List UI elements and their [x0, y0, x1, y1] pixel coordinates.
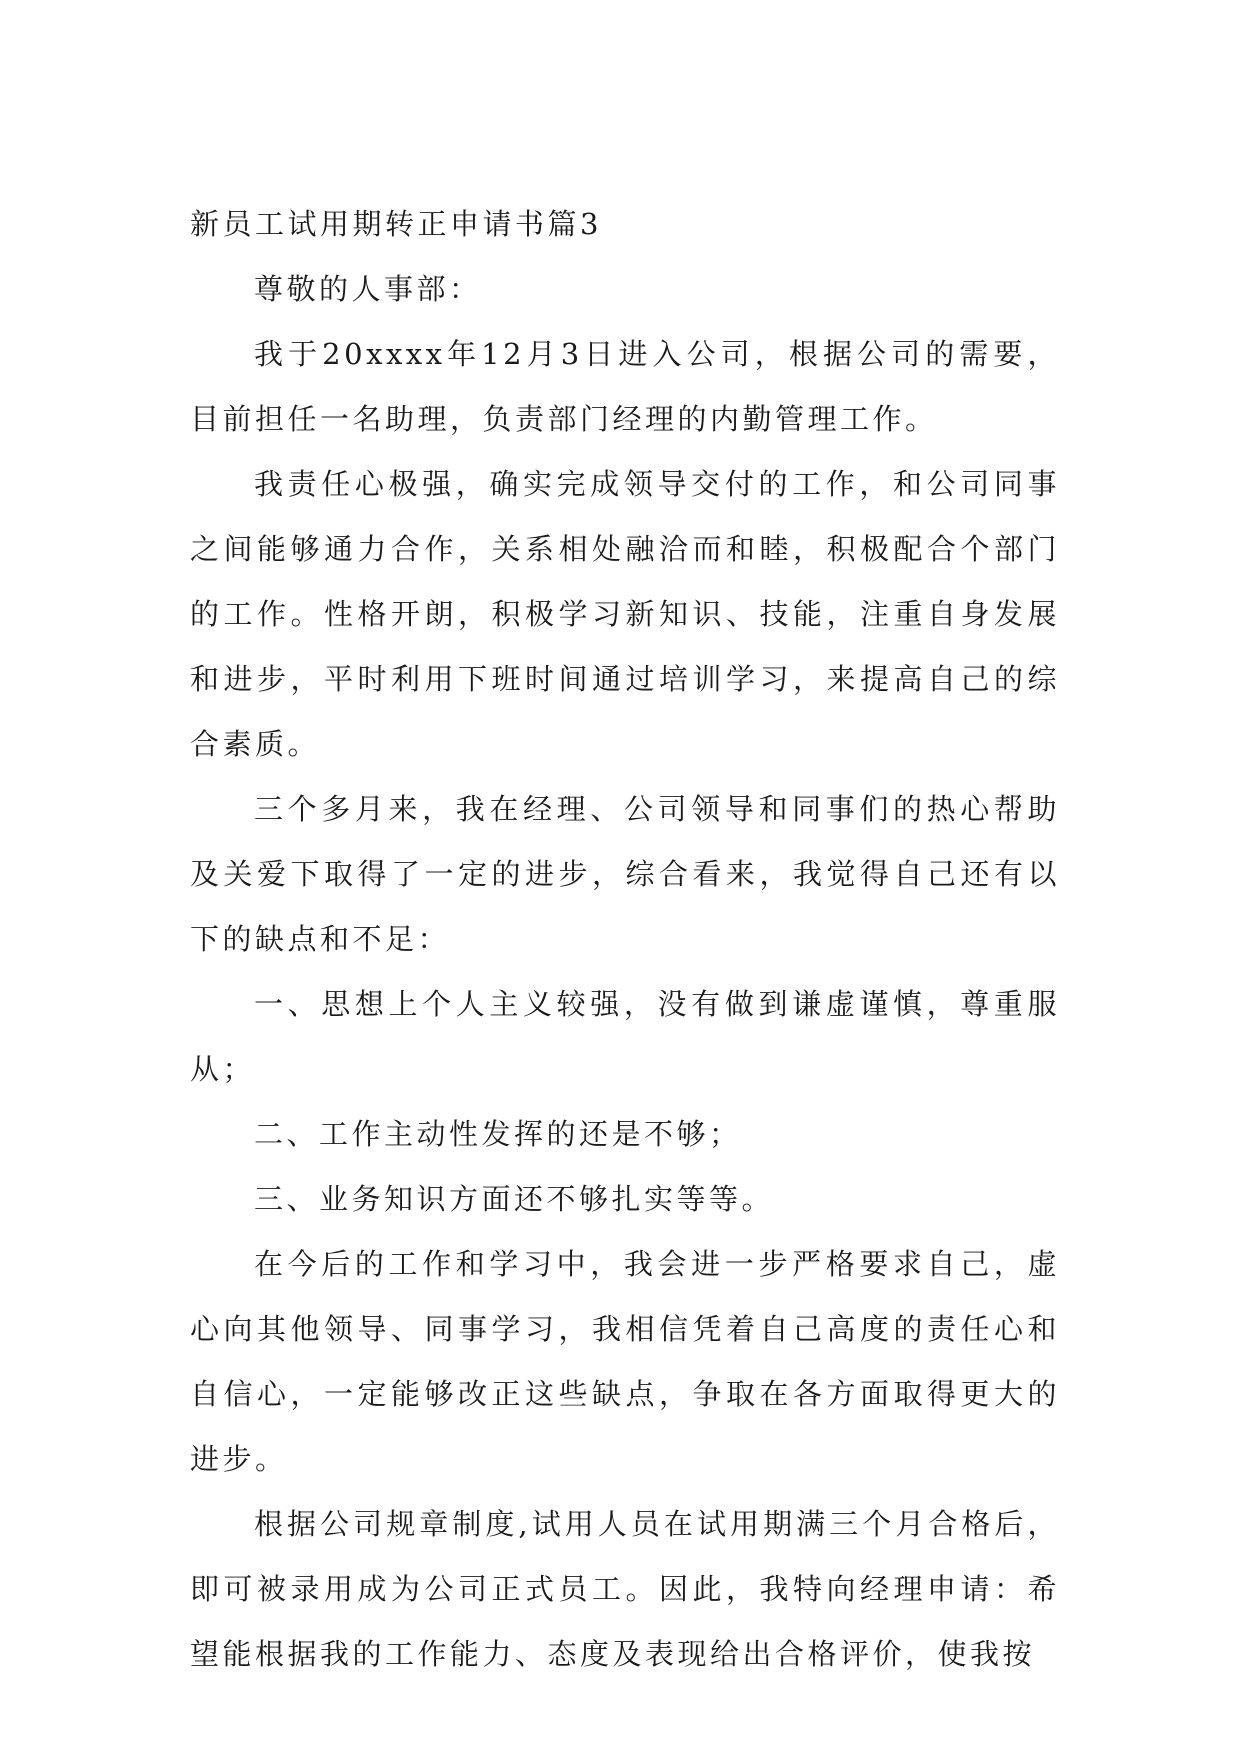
document-body: [190, 192, 1060, 1687]
document-title: 新员工试用期转正申请书篇3: [190, 207, 602, 241]
paragraph-request: 根据公司规章制度,试用人员在试用期满三个月合格后，即可被录用成为公司正式员工。因此，我特向经理申请：希望能根据我的工作能力、态度及表现给出合格评价，使我按: [190, 1507, 1060, 1671]
paragraph-commitment: 在今后的工作和学习中，我会进一步严格要求自己，虚心向其他领导、同事学习，我相信凭着自己高度的责任心和自信心，一定能够改正这些缺点，争取在各方面取得更大的进步。: [190, 1247, 1060, 1476]
paragraph-self-assessment: 我责任心极强，确实完成领导交付的工作，和公司同事之间能够通力合作，关系相处融洽而和睦，积极配合个部门的工作。性格开朗，积极学习新知识、技能，注重自身发展和进步，平时利用下班时间通过培训学习，来提高自己的综合素质。: [190, 467, 1060, 761]
paragraph-progress: 三个多月来，我在经理、公司领导和同事们的热心帮助及关爱下取得了一定的进步，综合看来，我觉得自己还有以下的缺点和不足：: [190, 792, 1060, 956]
shortcoming-item-2: 二、工作主动性发挥的还是不够；: [254, 1117, 742, 1151]
shortcoming-item-3: 三、业务知识方面还不够扎实等等。: [254, 1182, 775, 1216]
paragraph-intro: 我于20xxxx年12月3日进入公司，根据公司的需要，目前担任一名助理，负责部门经理的内勤管理工作。: [190, 337, 1060, 436]
salutation: 尊敬的人事部：: [254, 272, 482, 306]
shortcoming-item-1: 一、思想上个人主义较强，没有做到谦虚谨慎，尊重服从；: [190, 987, 1060, 1086]
